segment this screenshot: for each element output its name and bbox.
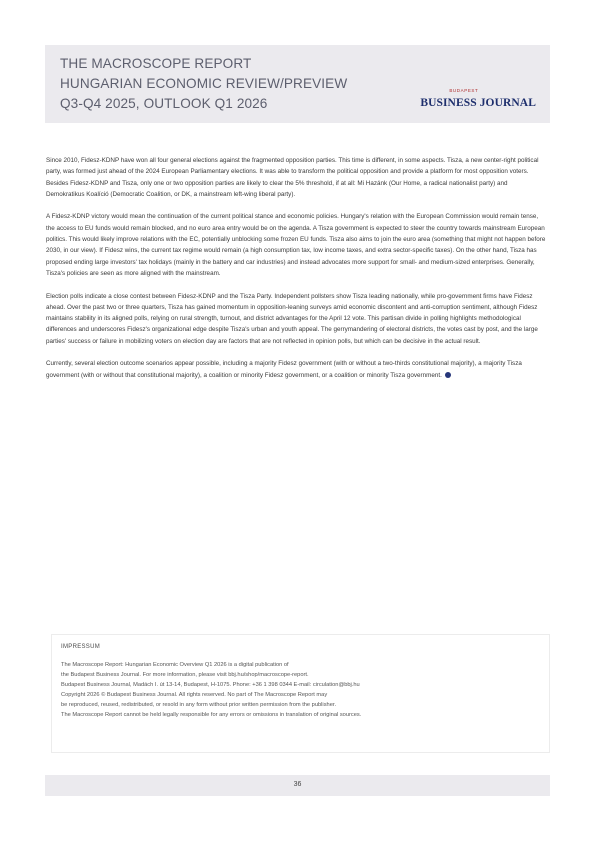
bbj-logo [420,88,536,111]
impressum-line: the Budapest Business Journal. For more information, please visit bbj.hu/shop/macroscope-report. [61,672,309,678]
impressum-line: be reproduced, reused, redistributed, or resold in any form without prior written permission from the publisher. [61,702,337,708]
impressum-title: IMPRESSUM [61,644,101,650]
end-of-article-icon [445,372,451,378]
report-period: Q3-Q4 2025, OUTLOOK Q1 2026 [60,96,268,111]
article-paragraph: Since 2010, Fidesz-KDNP have won all four general elections against the fragmented opposition parties. This time is different, in some aspects. Tisza, a new center-right political party, was formed just ahead of the 2024 European Parliamentary elections. It was able to transform the political opposition and provide a platform for most opposition voters. Besides Fidesz-KDNP and Tisza, only one or two opposition parties are likely to clear the 5% threshold, if at all: Mi Hazánk (Our Home, a radical nationalist party) and Demokratikus Koalíció (Democratic Coalition, or DK, a mainstream left-wing liberal party). [46,157,539,198]
page-number: 36 [293,781,302,788]
article-paragraph-text: Currently, several election outcome scenarios appear possible, including a majority Fidesz government (with or without a two-thirds constitutional majority), a majority Tisza government (with or without that constitutional majority), a coalition or minority Fidesz government, or a coalition or minority Tisza government. [46,360,522,379]
impressum-line: The Macroscope Report cannot be held legally responsible for any errors or omissions in translation of original sources. [61,712,362,718]
report-title-block [60,54,347,114]
article-paragraph-last [46,358,546,381]
logo-main-text: BUSINESS JOURNAL [420,97,536,109]
page-footer [45,775,550,796]
article-paragraph: A Fidesz-KDNP victory would mean the continuation of the current political stance and economic policies. Hungary's relation with the European Commission would remain tense, the access to EU funds would remain blocked, and no euro area entry would be on the agenda. A Tisza government is expected to steer the country towards mainstream European politics. This would likely improve relations with the EC, potentially unblocking some frozen EU funds. Tisza also aims to join the euro area (something that might not happen before 2030, in our view). If Fidesz wins, the current tax regime would remain (a high consumption tax, low income taxes, and extra sector-specific taxes). On the other hand, Tisza has proposed ending large investors' tax holidays (mainly in the battery and car industries) and instead advocates more support for small- and medium-sized enterprises. Generally, Tisza's policies are seen as more aligned with the mainstream. [46,213,546,277]
impressum-line: Budapest Business Journal, Madách I. út 13-14, Budapest, H-1075. Phone: +36 1 398 0344 E-mail: circulation@bbj.hu [61,682,360,688]
logo-small-text: BUDAPEST [449,88,479,93]
article-paragraph: Election polls indicate a close contest between Fidesz-KDNP and the Tisza Party. Independent pollsters show Tisza leading nationally, while pro-government firms have Fidesz ahead. Over the past two or three quarters, Tisza has gained momentum in opposition-leaning surveys amid economic discontent and anti-corruption sentiment, although Fidesz maintains stability in its aligned polls, relying on rural strength, turnout, and district advantages for the April 12 vote. This partisan divide in polling highlights methodological differences and underscores Fidesz's organizational edge despite Tisza's urban and youth appeal. The gerrymandering of electoral districts, the votes cast by post, and the large parties' success or failure in mobilizing voters on election day are factors that are not reflected in opinion polls, but which can be decisive in the actual result. [46,292,538,345]
report-subtitle: HUNGARIAN ECONOMIC REVIEW/PREVIEW [60,76,348,91]
report-header [45,45,550,123]
report-title: THE MACROSCOPE REPORT [60,56,252,71]
impressum-box [51,634,550,753]
impressum-line: The Macroscope Report: Hungarian Economic Overview Q1 2026 is a digital publication of [61,662,289,668]
article-body [46,155,546,392]
impressum-text [61,660,541,720]
impressum-line: Copyright 2026 © Budapest Business Journal. All rights reserved. No part of The Macroscope Report may [61,692,328,698]
